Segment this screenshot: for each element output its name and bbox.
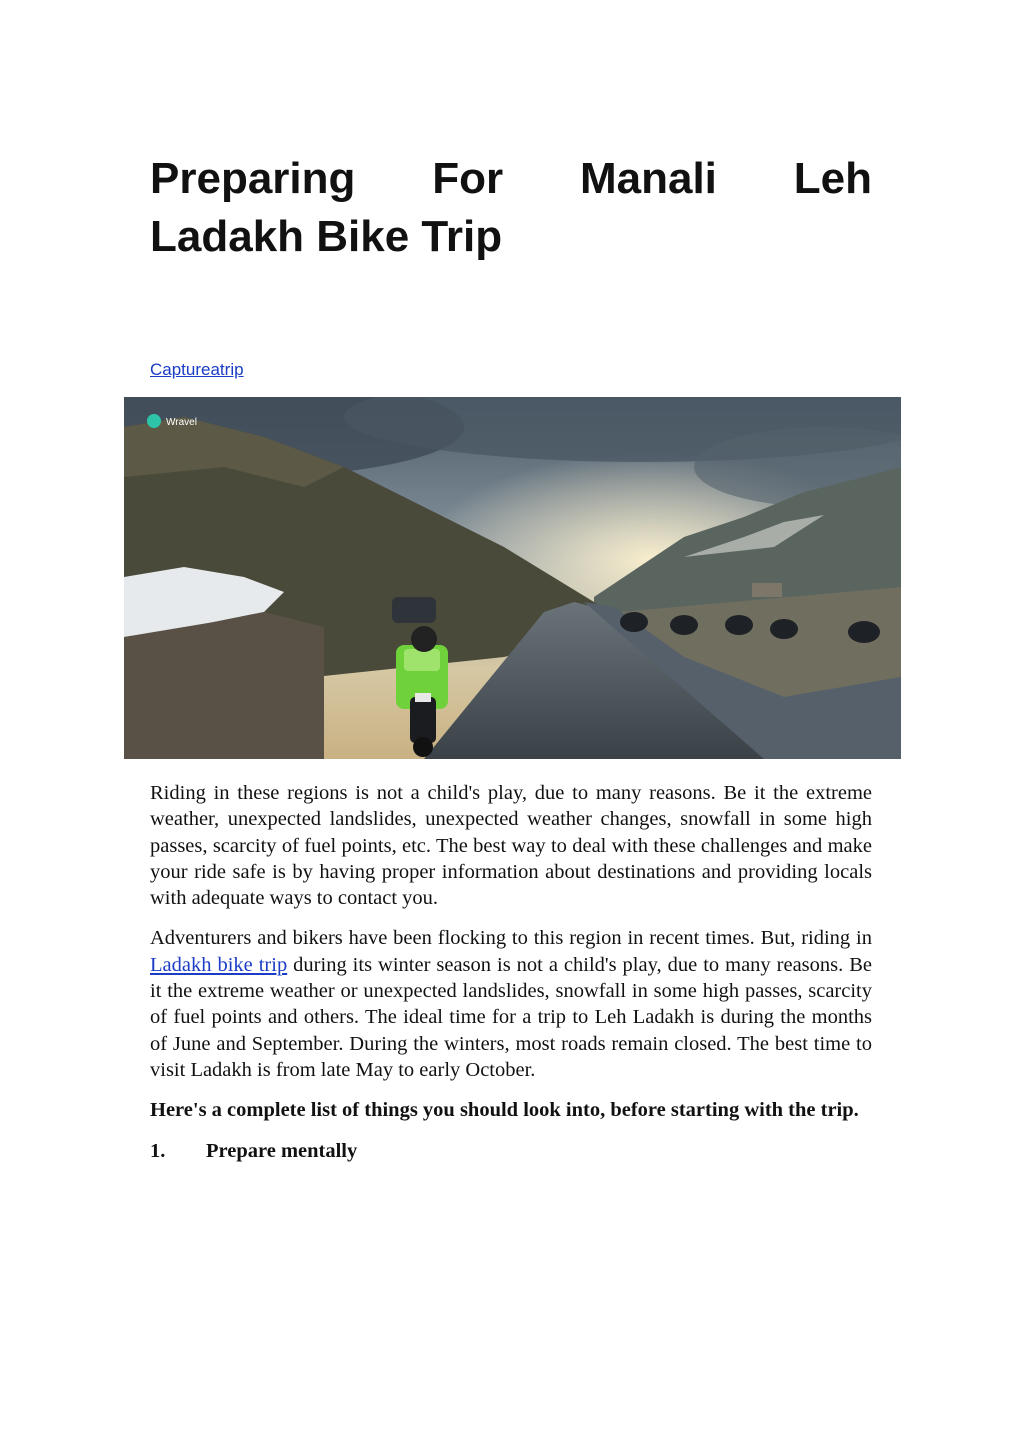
logo-text: Wravel [166,417,197,428]
ladakh-bike-trip-link[interactable]: Ladakh bike trip [150,953,288,976]
hero-illustration [124,397,901,759]
paragraph-text: Adventurers and bikers have been flocking to this region in recent times. But, riding in [150,927,872,950]
list-label: Prepare mentally [206,1139,358,1162]
title-word: Manali [579,154,717,203]
title-word: Leh [793,154,872,203]
title-word: For [432,154,504,203]
title-word: Preparing [150,154,356,203]
hero-image [124,397,901,759]
list-number: 1. [150,1139,166,1162]
paragraph-bold: Here's a complete list of things you should look into, before starting with the trip. [150,1099,859,1122]
list-item [150,1138,872,1164]
paragraph [150,925,872,1083]
page-title [150,150,872,266]
paragraph: Riding in these regions is not a child's play, due to many reasons. Be it the extreme weather, unexpected landslides, unexpected weather changes, snowfall in some high passes, scarcity of fuel points, etc. The best way to deal with these challenges and make your ride safe is by having proper information about destinations and providing locals with adequate ways to contact you. [150,782,872,910]
title-line-2: Ladakh Bike Trip [150,212,503,261]
author-link[interactable]: Captureatrip [150,360,244,379]
title-line-1 [150,150,872,208]
paragraph-text: during its winter season is not a child's play, due to many reasons. Be it the extreme weather or unexpected landslides, snowfall in some high passes, scarcity of fuel points and others. The ideal time for a trip to Leh Ladakh is during the months of June and September. During the winters, most roads remain closed. The best time to visit Ladakh is from late May to early October. [150,953,873,1081]
article-body [150,780,872,1164]
